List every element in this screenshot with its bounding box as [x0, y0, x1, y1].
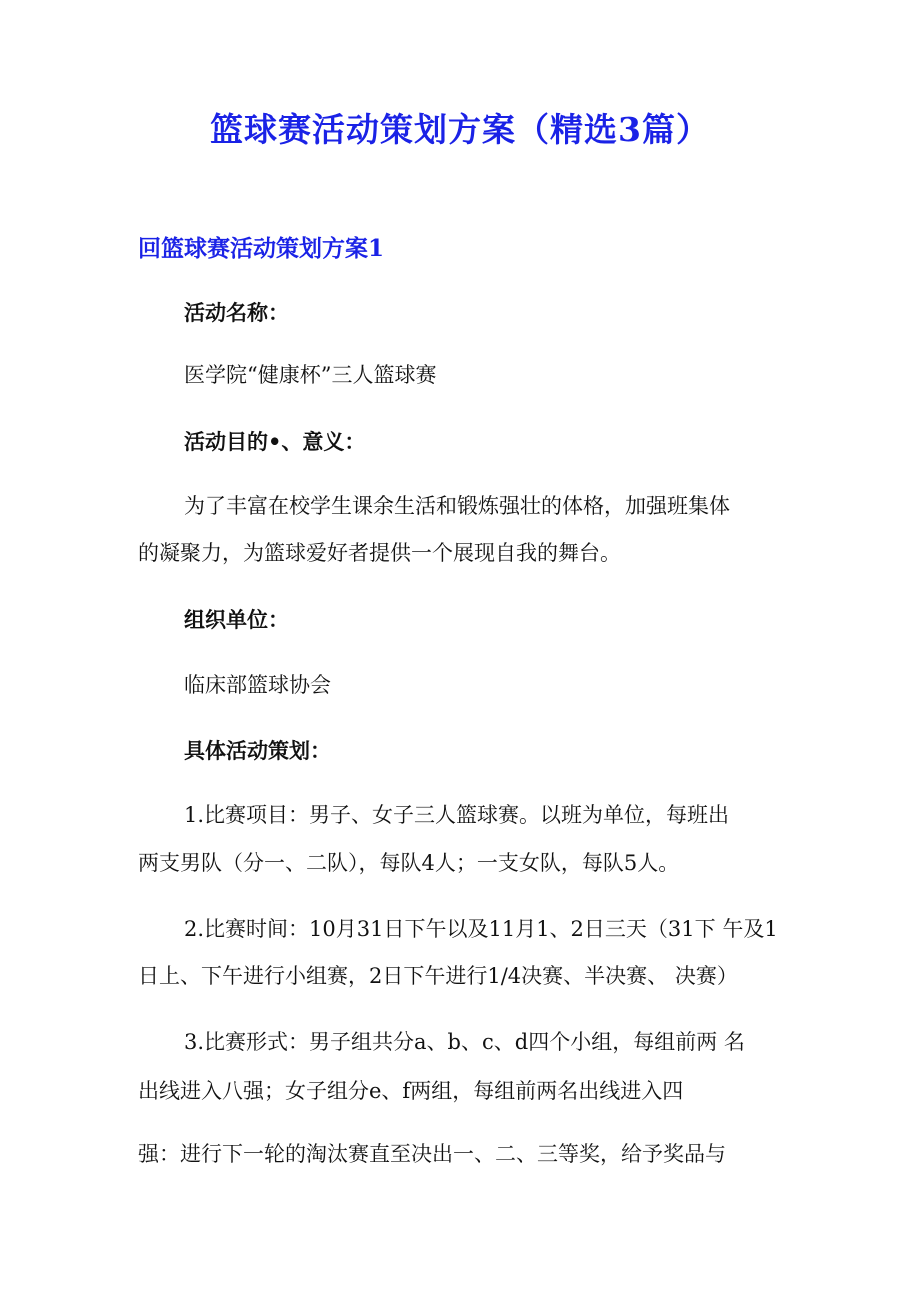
- plan-item-2-line-1: 2.比赛时间：10月31日下午以及11月1、2日三天（31下 午及1: [184, 917, 778, 941]
- plan-item-1-line-1: 1.比赛项目：男子、女子三人篮球赛。以班为单位，每班出: [184, 803, 730, 827]
- organizer-label: 组织单位：: [184, 607, 289, 632]
- plan-item-2-line-2: 日上、下午进行小组赛，2日下午进行1/4决赛、半决赛、 决赛）: [138, 964, 738, 988]
- purpose-paragraph-line-1: 为了丰富在校学生课余生活和锻炼强壮的体格，加强班集体: [184, 494, 730, 518]
- purpose-paragraph-line-2: 的凝聚力，为篮球爱好者提供一个展现自我的舞台。: [138, 541, 621, 565]
- plan-item-3-line-1: 3.比赛形式：男子组共分a、b、c、d四个小组，每组前两 名: [184, 1030, 745, 1054]
- plan-item-1-line-2: 两支男队（分一、二队），每队4人；一支女队，每队5人。: [138, 851, 680, 875]
- plan-label: 具体活动策划：: [184, 738, 331, 763]
- plan-item-3-line-2: 出线进入八强；女子组分e、f两组，每组前两名出线进入四: [138, 1079, 684, 1103]
- organizer-value: 临床部篮球协会: [184, 673, 331, 697]
- activity-name-value: 医学院“健康杯”三人篮球赛: [184, 363, 437, 387]
- purpose-label: 活动目的•、意义：: [184, 429, 366, 454]
- plan-item-3-line-3: 强：进行下一轮的淘汰赛直至决出一、二、三等奖，给予奖品与: [138, 1142, 726, 1166]
- document-title: 篮球赛活动策划方案（精选3篇）: [210, 110, 710, 149]
- section-heading: 回篮球赛活动策划方案1: [138, 235, 385, 262]
- activity-name-label: 活动名称：: [184, 300, 289, 325]
